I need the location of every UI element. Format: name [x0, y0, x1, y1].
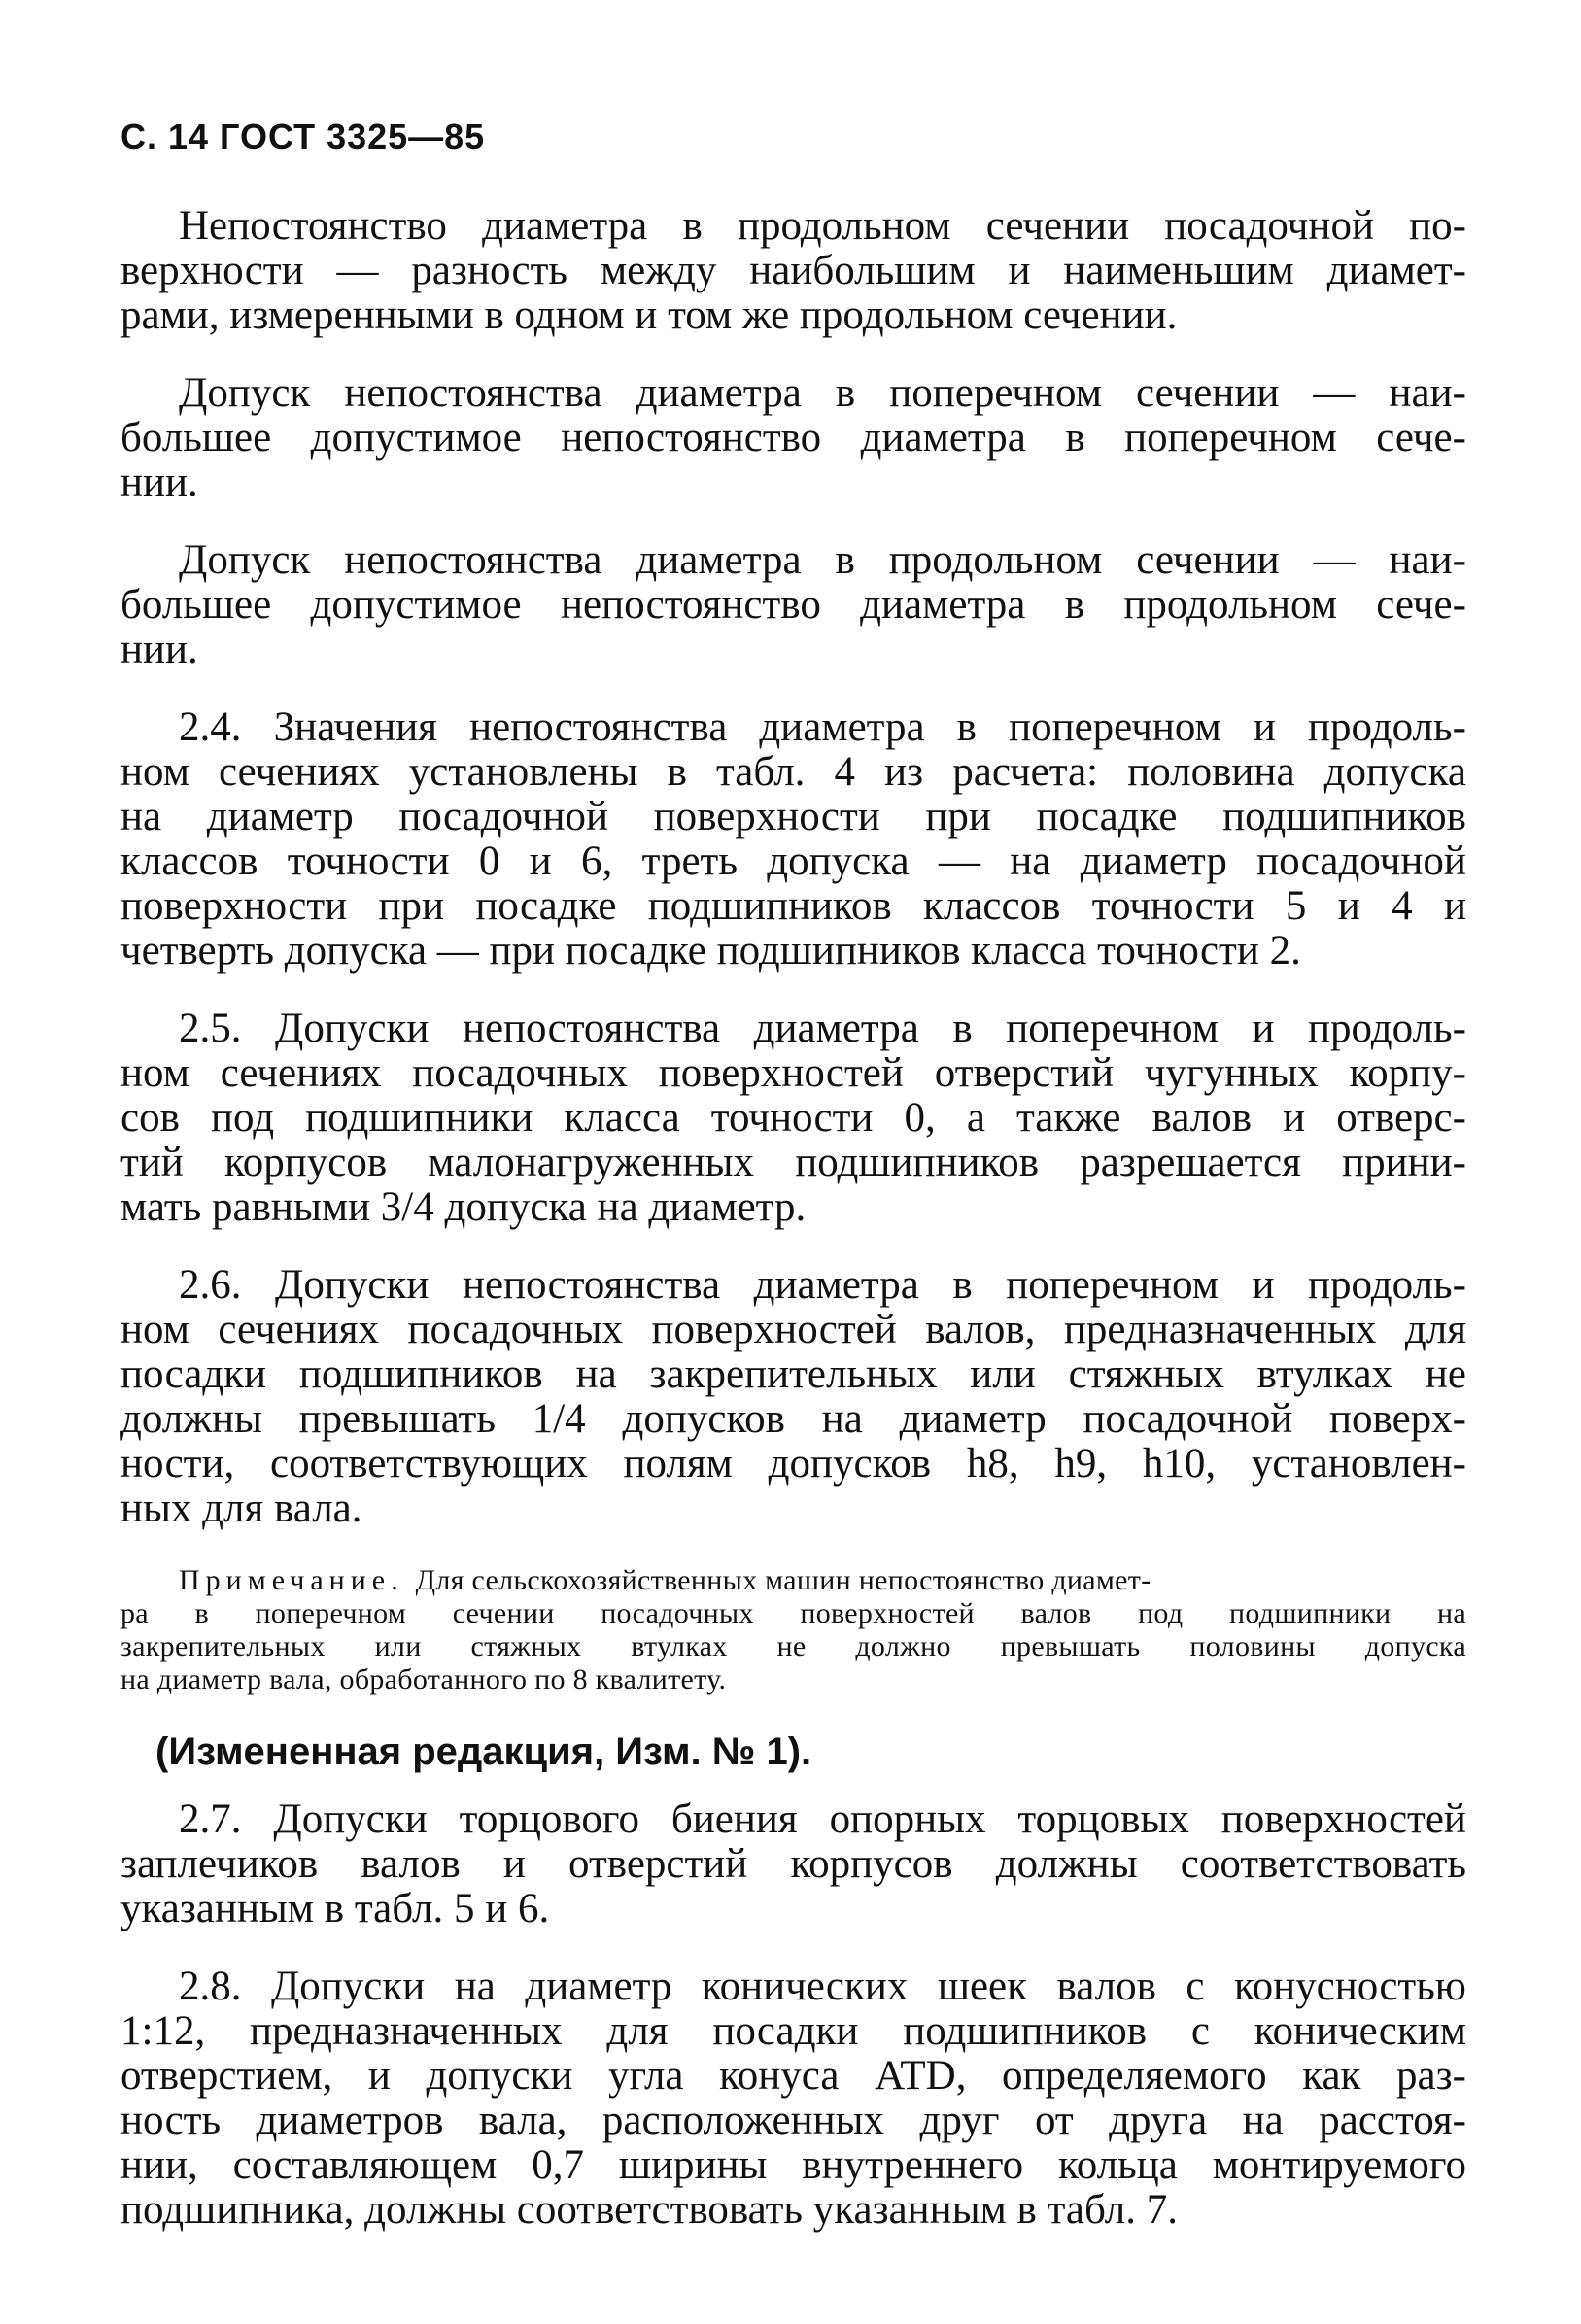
text-line: ности, соответствующих полям допусков h8, h9, h10, установлен-: [120, 1441, 1466, 1487]
note-line: ра в поперечном сечении посадочных поверхностей валов под подшипники на: [120, 1597, 1466, 1629]
text-line: большее допустимое непостоянство диаметра в продольном сече-: [120, 582, 1466, 628]
paragraph: [120, 1263, 1466, 1531]
text-line: рами, измеренными в одном и том же продольном сечении.: [120, 292, 1178, 338]
note-line: закрепительных или стяжных втулках не должно превышать половины допуска: [120, 1630, 1466, 1662]
paragraph: [120, 1797, 1466, 1931]
text-line: на диаметр посадочной поверхности при посадке подшипников: [120, 794, 1466, 839]
text-line: четверть допуска — при посадке подшипников класса точности 2.: [120, 928, 1301, 974]
text-line: поверхности при посадке подшипников классов точности 5 и 4 и: [120, 883, 1466, 929]
main-text-continued: [120, 1797, 1466, 2233]
note-text: Для сельскохозяйственных машин непостоянство диамет-: [415, 1564, 1151, 1596]
text-line: ность диаметров вала, расположенных друг от друга на расстоя-: [120, 2098, 1466, 2143]
text-line: ном сечениях установлены в табл. 4 из расчета: половина допуска: [120, 749, 1466, 795]
paragraph: [120, 1007, 1466, 1230]
text-line: тий корпусов малонагруженных подшипников разрешается прини-: [120, 1140, 1466, 1185]
text-line: 2.4. Значения непостоянства диаметра в поперечном и продоль-: [179, 704, 1466, 750]
text-line: 2.5. Допуски непостоянства диаметра в поперечном и продоль-: [179, 1006, 1466, 1051]
text-line: Допуск непостоянства диаметра в поперечном сечении — наи-: [179, 370, 1466, 416]
text-line: посадки подшипников на закрепительных или стяжных втулках не: [120, 1351, 1466, 1397]
amendment-label: (Измененная редакция, Изм. № 1).: [155, 1730, 812, 1773]
note-line: на диаметр вала, обработанного по 8 квалитету.: [120, 1663, 727, 1695]
text-line: верхности — разность между наибольшим и наименьшим диамет-: [120, 248, 1466, 293]
text-line: нии.: [120, 627, 198, 672]
text-line: Допуск непостоянства диаметра в продольном сечении — наи-: [179, 537, 1466, 583]
text-line: ном сечениях посадочных поверхностей валов, предназначенных для: [120, 1307, 1466, 1352]
note-line: [120, 1564, 1466, 1597]
text-line: нии, составляющем 0,7 ширины внутреннего кольца монтируемого: [120, 2142, 1466, 2188]
text-line: мать равными 3/4 допуска на диаметр.: [120, 1184, 807, 1230]
text-line: заплечиков валов и отверстий корпусов должны соответствовать: [120, 1841, 1466, 1887]
text-line: 2.7. Допуски торцового биения опорных торцовых поверхностей: [179, 1796, 1466, 1842]
text-line: классов точности 0 и 6, треть допуска — на диаметр посадочной: [120, 838, 1466, 884]
text-line: 1:12, предназначенных для посадки подшипников с коническим: [120, 2008, 1466, 2054]
text-line: должны превышать 1/4 допусков на диаметр посадочной поверх-: [120, 1396, 1466, 1442]
text-line: ных для вала.: [120, 1486, 362, 1531]
paragraph: [120, 204, 1466, 338]
page-header: С. 14 ГОСТ 3325—85: [120, 117, 486, 156]
text-line: 2.8. Допуски на диаметр конических шеек валов с конусностью: [179, 1964, 1466, 2009]
text-line: отверстием, и допуски угла конуса ATD, определяемого как раз-: [120, 2053, 1466, 2099]
paragraph: [120, 1965, 1466, 2233]
document-body: [120, 204, 1466, 2266]
text-line: нии.: [120, 460, 198, 505]
note-block: [120, 1564, 1466, 1696]
paragraph: [120, 538, 1466, 672]
paragraph: [120, 705, 1466, 974]
paragraph: [120, 371, 1466, 505]
text-line: ном сечениях посадочных поверхностей отверстий чугунных корпу-: [120, 1050, 1466, 1096]
text-line: 2.6. Допуски непостоянства диаметра в поперечном и продоль-: [179, 1262, 1466, 1308]
main-text: [120, 204, 1466, 1531]
text-line: сов под подшипники класса точности 0, а также валов и отверс-: [120, 1095, 1466, 1141]
text-line: Непостоянство диаметра в продольном сечении посадочной по-: [179, 203, 1466, 249]
text-line: подшипника, должны соответствовать указанным в табл. 7.: [120, 2187, 1179, 2233]
text-line: большее допустимое непостоянство диаметра в поперечном сече-: [120, 415, 1466, 461]
note-label: Примечание.: [179, 1564, 404, 1596]
text-line: указанным в табл. 5 и 6.: [120, 1886, 550, 1931]
